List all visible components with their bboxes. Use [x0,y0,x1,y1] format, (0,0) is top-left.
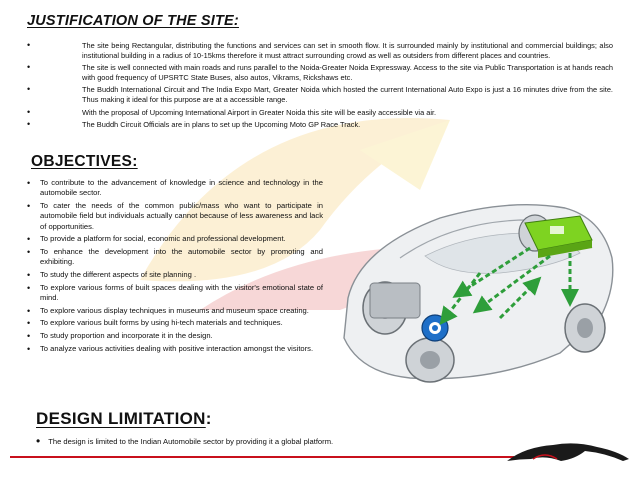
bullet: • [27,62,31,73]
bullet: • [27,119,31,130]
list-item [27,85,613,104]
list-item [27,331,323,341]
list-item [27,306,323,316]
list-item-text: To explore various display techniques in museums and museum space creating. [40,305,309,315]
objectives-list [27,178,323,356]
list-item [27,63,613,82]
list-item-text: To explore various forms of built spaces dealing with the visitor's emotional state of mind. [40,282,323,302]
list-item [27,247,323,268]
bullet: • [27,84,31,95]
electric-motor [422,315,448,341]
list-item [27,318,323,328]
list-item-text: To enhance the development into the automobile sector by promoting and exhibiting. [40,246,323,267]
bullet: • [27,246,31,257]
list-item-text: To study proportion and incorporate it in the design. [40,330,213,340]
list-item [27,41,613,60]
design-limitation-item [36,434,333,448]
heading-colon: : [205,409,212,428]
bullet: • [36,434,41,448]
list-item [27,344,323,354]
design-limitation-text: The design is limited to the Indian Automobile sector by providing it a global platform. [48,436,334,446]
wheel-front-left [406,338,454,382]
justification-list [27,41,613,133]
list-item-text: To contribute to the advancement of knowledge in science and technology in the automobile sector. [40,178,323,198]
bullet: • [27,330,31,341]
list-item [27,178,323,199]
list-item-text: To study the different aspects of site planning . [40,269,197,279]
car-silhouette-icon [505,437,633,467]
wheel-front-right [565,304,605,352]
justification-heading: JUSTIFICATION OF THE SITE: [27,13,239,29]
list-item [27,270,323,280]
design-limitation-heading [36,409,212,429]
objectives-heading: OBJECTIVES: [31,153,138,170]
bullet: • [27,305,31,316]
list-item [27,108,613,118]
engine-block [370,283,420,318]
bullet: • [27,343,31,354]
footer-red-line [10,456,514,458]
list-item-text: To analyze various activities dealing with positive interaction amongst the visitors. [40,343,314,353]
bullet: • [27,178,31,188]
list-item-text: The site is well connected with main roads and runs parallel to the Noida-Greater Noida Expressway. Access to the site via Public Transportation is at hands reach with good frequency of UPSRTC State Buses, also autos, Vikrams, Rickshaws etc. [82,63,613,82]
list-item-text: To explore various built forms by using hi-tech materials and techniques. [40,318,283,328]
list-item [27,120,613,130]
bullet: • [27,234,31,245]
list-item [27,283,323,304]
electric-car-illustration [330,178,620,398]
bullet: • [27,318,31,329]
list-item [27,201,323,232]
bullet: • [27,106,31,117]
list-item-text: To provide a platform for social, economic and professional development. [40,234,286,244]
list-item [27,234,323,244]
bullet: • [27,282,31,293]
bullet: • [27,269,31,280]
design-limitation-title: DESIGN LIMITATION [36,409,206,428]
list-item-text: The Buddh International Circuit and The India Expo Mart, Greater Noida which hosted the current International Auto Expo is just a 16 minutes drive from the site. Thus making it ideal for this purpose are at a accessible range. [82,85,613,104]
list-item-text: The site being Rectangular, distributing the functions and services can set in smooth flow. It is surrounded mainly by institutional and commercial buildings; also institutional building in a radius of 10-15kms therefore it must attract surrounding crowd as well as outsiders from different places and countries. [82,41,613,60]
list-item-text: The Buddh Circuit Officials are in plans to set up the Upcoming Moto GP Race Track. [82,120,361,130]
bullet: • [27,200,31,211]
list-item-text: To cater the needs of the common public/mass who want to participate in automobile field but individuals actually cannot because of less awareness and lack of opportunities. [40,200,323,231]
list-item-text: With the proposal of Upcoming International Airport in Greater Noida this site will be easily accessible via air. [82,107,437,117]
bullet: • [27,40,31,50]
